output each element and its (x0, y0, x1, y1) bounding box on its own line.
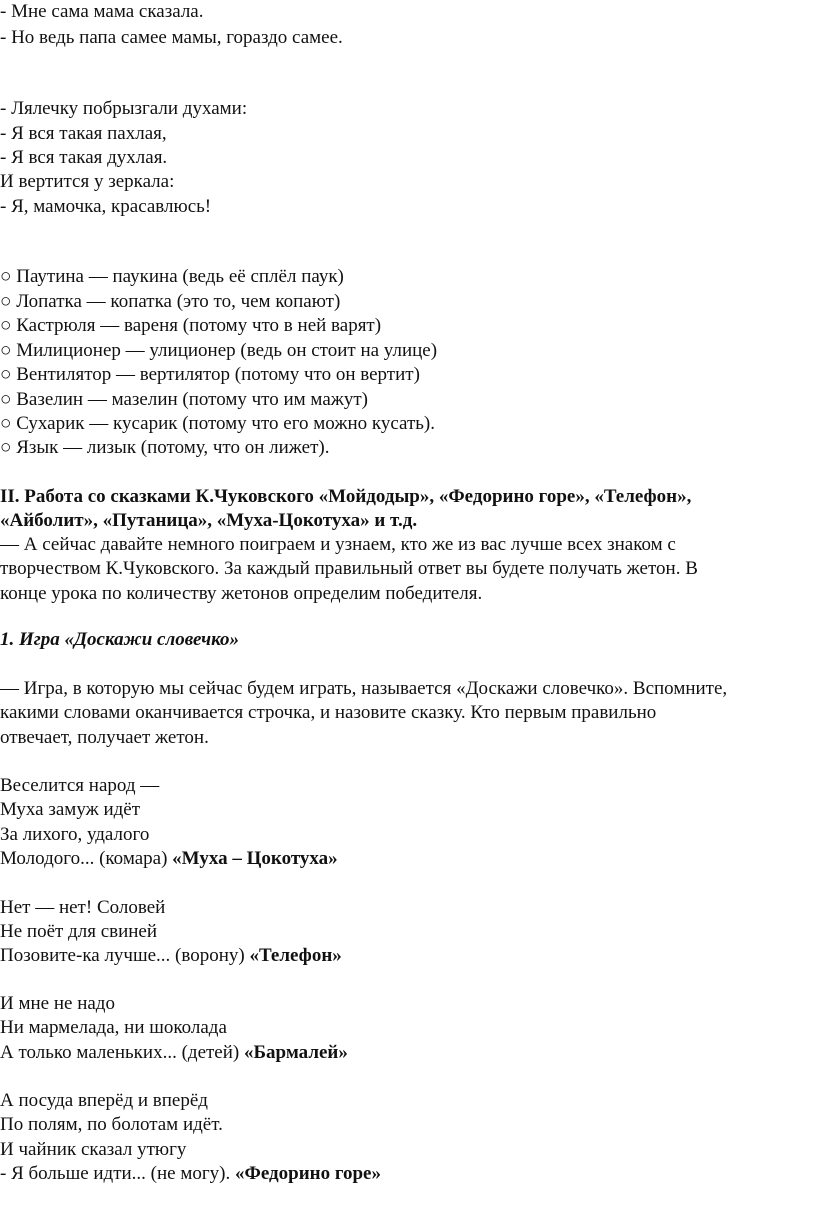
riddle-line: И мне не надо (0, 993, 115, 1014)
poem-line: И вертится у зеркала: (0, 171, 175, 192)
list-item: ○ Паутина — паукина (ведь её сплёл паук) (0, 266, 344, 287)
game-title: 1. Игра «Доскажи словечко» (0, 629, 240, 650)
riddle-line: Не поёт для свиней (0, 921, 158, 942)
dialogue-line: - Но ведь папа самее мамы, гораздо самее. (0, 27, 343, 48)
riddle-line: За лихого, удалого (0, 824, 150, 845)
riddle-text: Позовите-ка лучше... (ворону) (0, 945, 250, 966)
list-item: ○ Милиционер — улиционер (ведь он стоит на улице) (0, 340, 438, 361)
list-item: ○ Вентилятор — вертилятор (потому что он вертит) (0, 364, 420, 385)
riddle-line (0, 944, 342, 968)
riddle-line: Ни мармелада, ни шоколада (0, 1017, 227, 1038)
section-heading: «Айболит», «Путаница», «Муха-Цокотуха» и т.д. (0, 510, 418, 531)
riddle-text: А только маленьких... (детей) (0, 1042, 244, 1063)
paragraph-line: творчеством К.Чуковского. За каждый правильный ответ вы будете получать жетон. В (0, 558, 698, 579)
dialogue-line: - Мне сама мама сказала. (0, 1, 204, 22)
list-item: ○ Вазелин — мазелин (потому что им мажут) (0, 389, 369, 410)
riddle-text: - Я больше идти... (не могу). (0, 1163, 236, 1184)
riddle-line (0, 847, 338, 871)
riddle-line: Веселится народ — (0, 775, 160, 796)
list-item: ○ Лопатка — копатка (это то, чем копают) (0, 291, 341, 312)
paragraph-line: — А сейчас давайте немного поиграем и узнаем, кто же из вас лучше всех знаком с (0, 534, 676, 555)
riddle-answer: «Телефон» (249, 945, 342, 966)
riddle-text: Молодого... (комара) (0, 848, 173, 869)
poem-line: - Лялечку побрызгали духами: (0, 98, 248, 119)
paragraph-line: отвечает, получает жетон. (0, 727, 209, 748)
riddle-line: Муха замуж идёт (0, 799, 141, 820)
list-item: ○ Кастрюля — вареня (потому что в ней варят) (0, 315, 382, 336)
riddle-line: Нет — нет! Соловей (0, 897, 166, 918)
riddle-answer: «Муха – Цокотуха» (172, 848, 338, 869)
poem-line: - Я вся такая духлая. (0, 147, 168, 168)
list-item: ○ Сухарик — кусарик (потому что его можно кусать). (0, 413, 435, 434)
poem-line: - Я вся такая пахлая, (0, 123, 167, 144)
section-heading: II. Работа со сказками К.Чуковского «Мойдодыр», «Федорино горе», «Телефон», (0, 486, 692, 507)
riddle-line: И чайник сказал утюгу (0, 1139, 187, 1160)
paragraph-line: конце урока по количеству жетонов определим победителя. (0, 583, 483, 604)
riddle-line (0, 1162, 381, 1186)
riddle-answer: «Федорино горе» (235, 1163, 381, 1184)
riddle-answer: «Бармалей» (244, 1042, 348, 1063)
paragraph-line: — Игра, в которую мы сейчас будем играть, называется «Доскажи словечко». Вспомните, (0, 678, 728, 699)
riddle-line: По полям, по болотам идёт. (0, 1114, 223, 1135)
riddle-line: А посуда вперёд и вперёд (0, 1090, 208, 1111)
riddle-line (0, 1041, 348, 1065)
poem-line: - Я, мамочка, красавлюсь! (0, 196, 212, 217)
list-item: ○ Язык — лизык (потому, что он лижет). (0, 437, 330, 458)
paragraph-line: какими словами оканчивается строчка, и назовите сказку. Кто первым правильно (0, 702, 657, 723)
